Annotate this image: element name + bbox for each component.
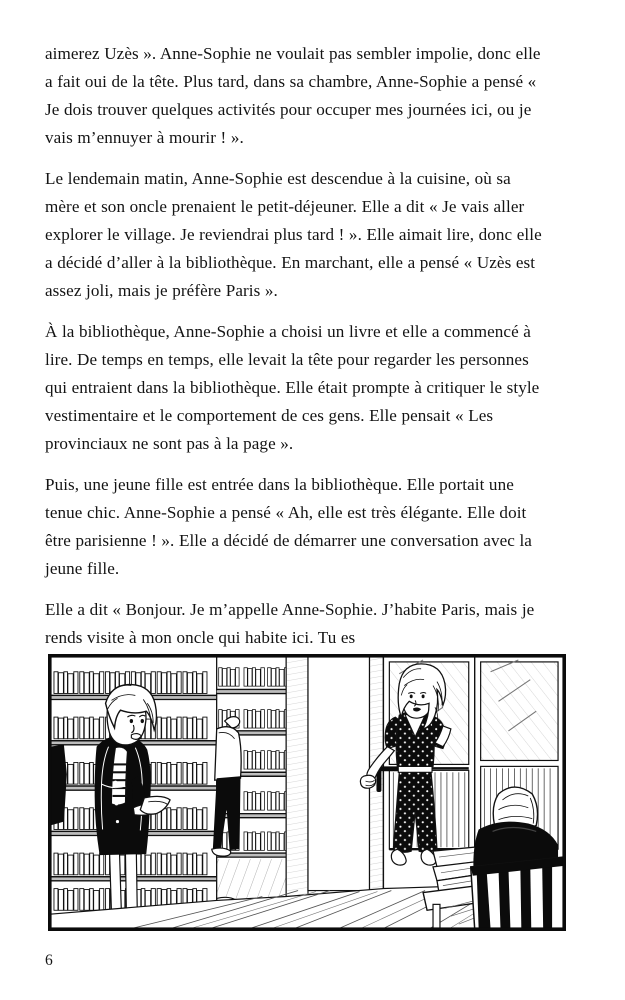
- illustration-artwork: [50, 656, 564, 929]
- body-text-column: [45, 40, 545, 652]
- paragraph-1: aimerez Uzès ». Anne-Sophie ne voulait pas sembler impolie, donc elle a fait oui de la tête. Plus tard, dans sa chambre, Anne-Sophie a pensé « Je dois trouver quelques activités pour occuper mes journées ici, ou je vais m’ennuyer à mourir ! ».: [45, 44, 541, 148]
- paragraph-3: À la bibliothèque, Anne-Sophie a choisi un livre et elle a commencé à lire. De temps en temps, elle levait la tête pour regarder les personnes qui entraient dans la bibliothèque. Elle était prompte à critiquer le style vestimentaire et le comportement de ces gens. Elle pensait « Les provinciaux ne sont pas à la page ».: [45, 321, 540, 454]
- paragraph-4: Puis, une jeune fille est entrée dans la bibliothèque. Elle portait une tenue chic. Anne-Sophie a pensé « Ah, elle est très élégante. Elle doit être parisienne ! ». Elle a décidé de démarrer une conversation avec la jeune fille.: [45, 474, 532, 579]
- paragraph-5: Elle a dit « Bonjour. Je m’appelle Anne-Sophie. J’habite Paris, mais je rends visite à mon oncle qui habite ici. Tu es: [45, 599, 535, 647]
- illustration-library-scene: [48, 654, 566, 931]
- paragraph-2: Le lendemain matin, Anne-Sophie est descendue à la cuisine, où sa mère et son oncle prenaient le petit-déjeuner. Elle a dit « Je vais aller explorer le village. Je reviendrai plus tard ! ». Elle aimait lire, donc elle a décidé d’aller à la bibliothèque. En marchant, elle a pensé « Uzès est assez joli, mais je préfère Paris ».: [45, 168, 542, 301]
- page-number: 6: [45, 952, 53, 969]
